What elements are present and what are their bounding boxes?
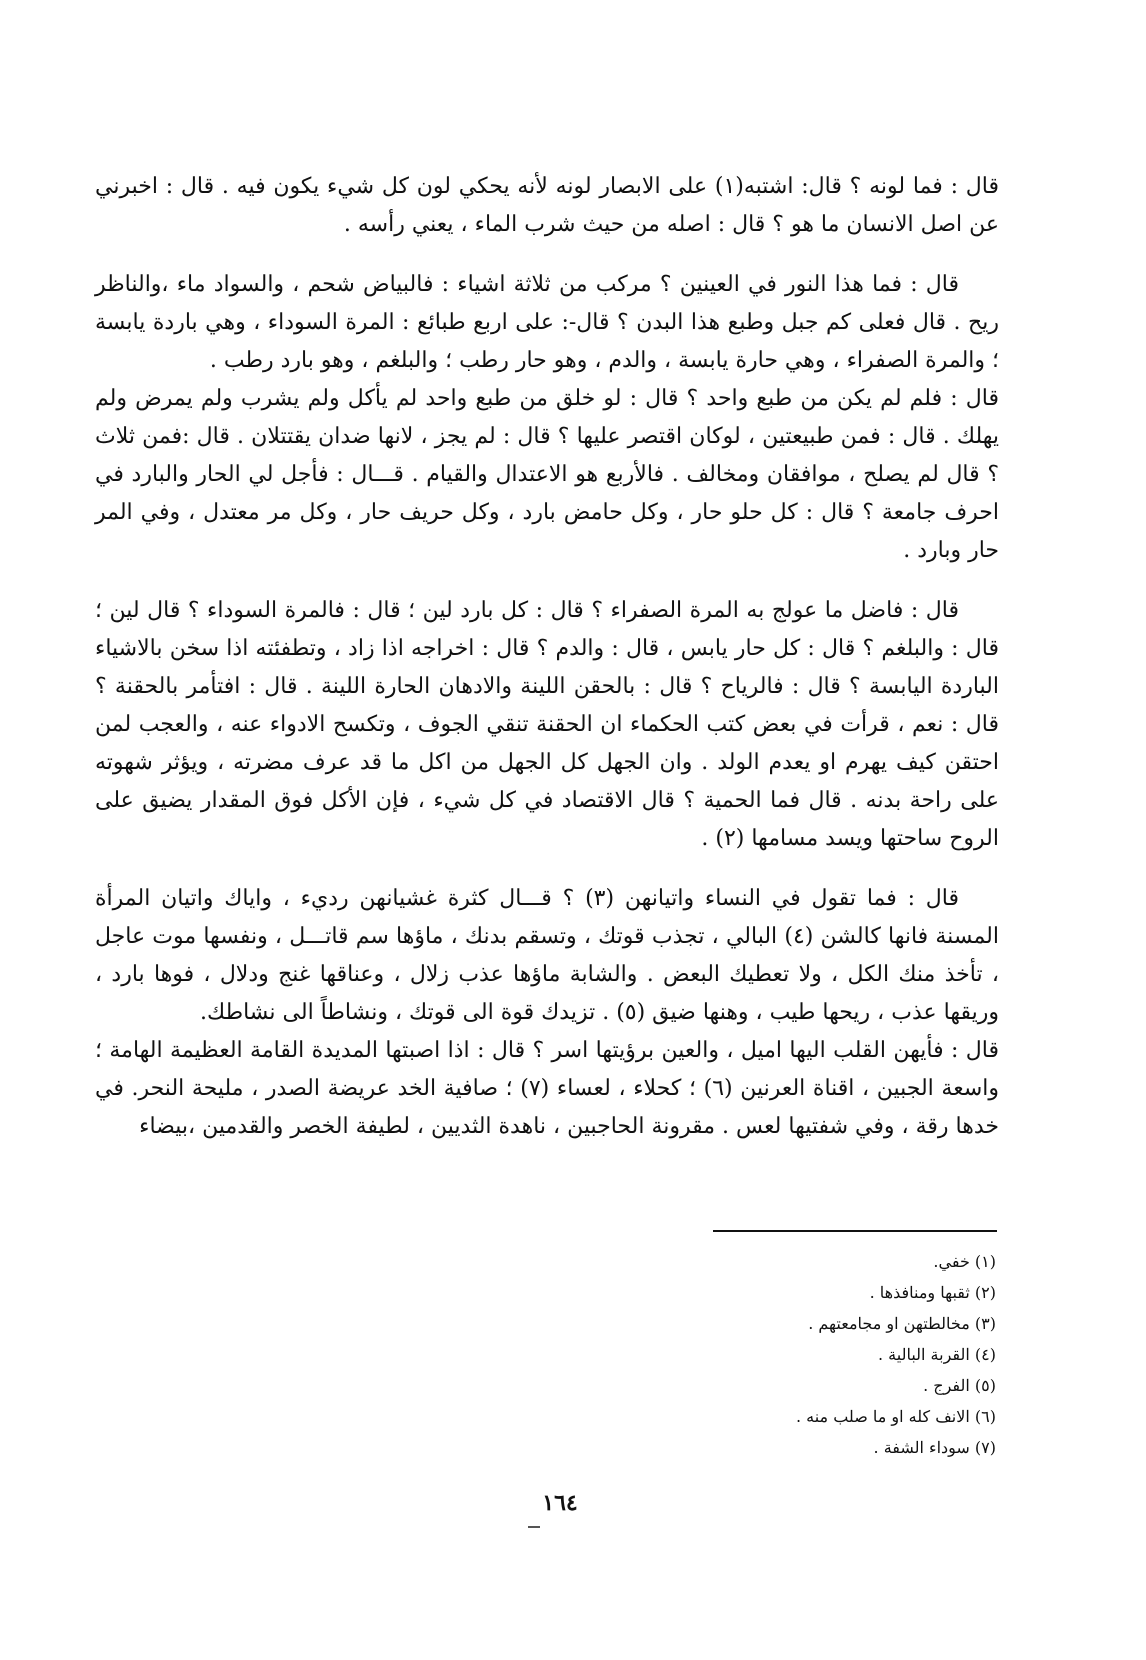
paragraph-5: قال : فما تقول في النساء واتيانهن (٣) ؟ قـــال كثرة غشيانهن رديء ، واياك واتيان المرأة المسنة فانها كالشن (٤) البالي ، تجذب قوتك ، وتسقم بدنك ، ماؤها سم قاتـــل ، ونفسها موت عاجل ، تأخذ منك الكل ، ولا تعطيك البعض . والشابة ماؤها عذب زلال ، وعناقها غنج ودلال ، فوها بارد ، وريقها عذب ، ريحها طيب ، وهنها ضيق (٥) . تزيدك قوة الى قوتك ، ونشاطاً الى نشاطك. bbox=[95, 886, 999, 1025]
bottom-mark bbox=[528, 1526, 540, 1528]
footnotes-list bbox=[600, 1246, 996, 1463]
paragraph-6: قال : فأيهن القلب اليها اميل ، والعين برؤيتها اسر ؟ قال : اذا اصبتها المديدة القامة العظيمة الهامة ؛ واسعة الجبين ، اقناة العرنين (٦) ؛ كحلاء ، لعساء (٧) ؛ صافية الخد عريضة الصدر ، مليحة النحر. في خدها رقة ، وفي شفتيها لعس . مقرونة الحاجبين ، ناهدة الثديين ، لطيفة الخصر والقدمين ،بيضاء bbox=[95, 1038, 999, 1139]
paragraph-4: قال : فاضل ما عولج به المرة الصفراء ؟ قال : كل بارد لين ؛ قال : فالمرة السوداء ؟ قال لين ؛ قال : والبلغم ؟ قال : كل حار يابس ، قال : والدم ؟ قال : اخراجه اذا زاد ، وتطفئته اذا سخن بالاشياء الباردة اليابسة ؟ قال : فالرياح ؟ قال : بالحقن اللينة والادهان الحارة اللينة . قال : افتأمر بالحقنة ؟ قال : نعم ، قرأت في بعض كتب الحكماء ان الحقنة تنقي الجوف ، وتكسح الادواء عنه ، والعجب لمن احتقن كيف يهرم او يعدم الولد . وان الجهل كل الجهل من اكل ما قد عرف مضرته ، ويؤثر شهوته على راحة بدنه . قال فما الحمية ؟ قال الاقتصاد في كل شيء ، فإن الأكل فوق المقدار يضيق على الروح ساحتها ويسد مسامها (٢) . bbox=[95, 598, 999, 851]
footnote-3: (٣) مخالطتهن او مجامعتهم . bbox=[808, 1314, 996, 1333]
footnote-5: (٥) الفرج . bbox=[923, 1376, 996, 1395]
footnote-1: (١) خفي. bbox=[933, 1252, 996, 1271]
main-text bbox=[95, 168, 999, 1146]
paragraph-3: قال : فلم لم يكن من طبع واحد ؟ قال : لو خلق من طبع واحد لم يأكل ولم يشرب ولم يمرض ولم يهلك . قال : فمن طبيعتين ، لوكان اقتصر عليها ؟ قال : لم يجز ، لانها ضدان يقتتلان . قال :فمن ثلاث ؟ قال لم يصلح ، موافقان ومخالف . فالأربع هو الاعتدال والقيام . قـــال : فأجل لي الحار والبارد في احرف جامعة ؟ قال : كل حلو حار ، وكل حامض بارد ، وكل حريف حار ، وكل مر معتدل ، وفي المر حار وبارد . bbox=[95, 386, 999, 563]
paragraph-1: قال : فما لونه ؟ قال: اشتبه(١) على الابصار لونه لأنه يحكي لون كل شيء يكون فيه . قال : اخبرني عن اصل الانسان ما هو ؟ قال : اصله من حيث شرب الماء ، يعني رأسه . bbox=[95, 174, 999, 237]
paragraph-2: قال : فما هذا النور في العينين ؟ مركب من ثلاثة اشياء : فالبياض شحم ، والسواد ماء ،والناظر ريح . قال فعلى كم جبل وطبع هذا البدن ؟ قال-: على اربع طبائع : المرة السوداء ، وهي باردة يابسة ؛ والمرة الصفراء ، وهي حارة يابسة ، والدم ، وهو حار رطب ؛ والبلغم ، وهو بارد رطب . bbox=[95, 272, 999, 373]
footnote-7: (٧) سوداء الشفة . bbox=[873, 1438, 996, 1457]
footnote-4: (٤) القربة البالية . bbox=[877, 1345, 996, 1364]
page-number: ١٦٤ bbox=[542, 1490, 578, 1516]
footnote-2: (٢) ثقبها ومنافذها . bbox=[869, 1283, 996, 1302]
footnote-divider bbox=[713, 1230, 997, 1232]
footnote-6: (٦) الانف كله او ما صلب منه . bbox=[795, 1407, 996, 1426]
